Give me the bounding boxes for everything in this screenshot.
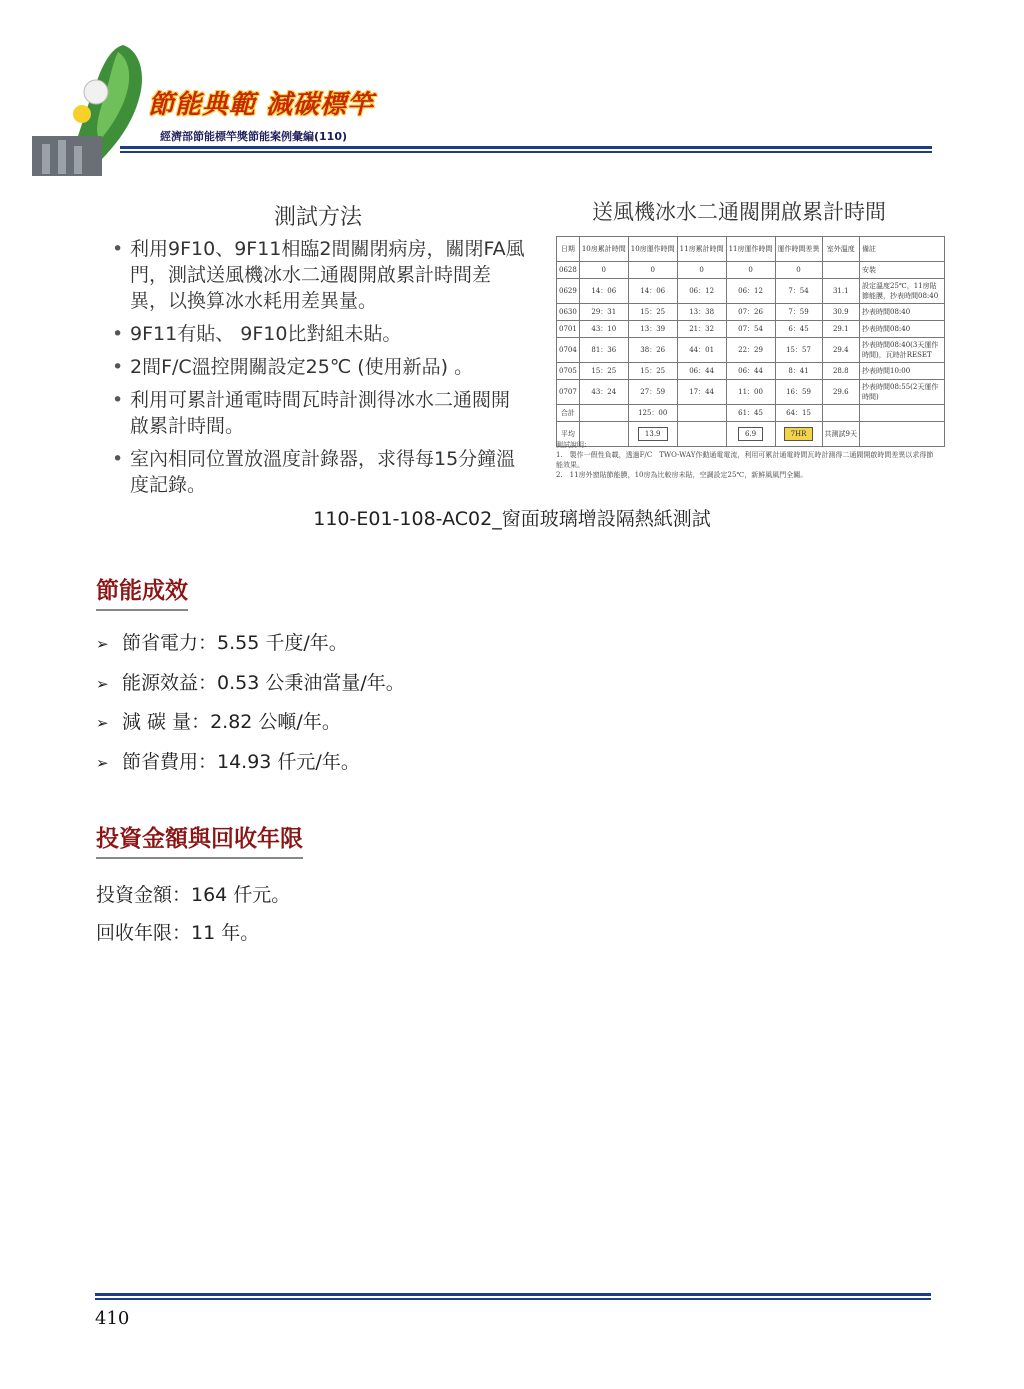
- average-10-value: 13.9: [638, 427, 668, 441]
- table-cell: 抄表時間08:40: [859, 321, 944, 338]
- method-title: 測試方法: [274, 205, 363, 230]
- table-header-cell: 10房累計時間: [579, 237, 628, 262]
- table-total-row: [557, 405, 945, 422]
- method-list: [108, 236, 528, 505]
- table-notes: [556, 440, 936, 480]
- table-cell: 14：06: [628, 279, 677, 304]
- brand-title: 節能典範 減碳標竿: [148, 90, 375, 120]
- table-header-cell: 備註: [859, 237, 944, 262]
- table-cell: 22：29: [726, 338, 775, 363]
- header-rule: [120, 151, 932, 153]
- table-cell: 0704: [557, 338, 580, 363]
- notes-title: 測試說明：: [556, 441, 591, 449]
- table-cell: 0707: [557, 380, 580, 405]
- table-cell: 21：32: [677, 321, 726, 338]
- note-item: 1. 製作一假性負載，透過F/C TWO-WAY作動通電電流，利用可累計通電時間瓦時計測得二通閥開啟時間差異以求得節能效果。: [556, 451, 934, 469]
- table-cell: 29：31: [579, 304, 628, 321]
- table-cell: 抄表時間08:55(2天運作時間): [859, 380, 944, 405]
- table-row: [557, 304, 945, 321]
- benefit-item: [96, 743, 405, 783]
- table-cell: 64：15: [775, 405, 822, 422]
- header-rule: [120, 146, 932, 149]
- table-cell: 0: [579, 262, 628, 279]
- table-cell: 43：10: [579, 321, 628, 338]
- benefit-item: [96, 664, 405, 704]
- table-cell: [859, 405, 944, 422]
- table-cell: 抄表時間08:40(3天運作時間)，瓦時計RESET: [859, 338, 944, 363]
- table-cell: 28.8: [822, 363, 859, 380]
- table-cell: 0: [628, 262, 677, 279]
- table-cell: 15：57: [775, 338, 822, 363]
- table-cell: 06：12: [677, 279, 726, 304]
- table-cell: 06：44: [677, 363, 726, 380]
- arrow-bullet-icon: ➢: [96, 674, 109, 693]
- table-cell: 抄表時間08:40: [859, 304, 944, 321]
- table-cell: 06：12: [726, 279, 775, 304]
- average-11-value: 6.9: [738, 427, 763, 441]
- table-cell: 29.4: [822, 338, 859, 363]
- table-cell: 13：39: [628, 321, 677, 338]
- table-cell: 15：25: [579, 363, 628, 380]
- table-cell: 抄表時間10:00: [859, 363, 944, 380]
- table-cell: 8：41: [775, 363, 822, 380]
- table-cell: 17：44: [677, 380, 726, 405]
- table-cell: 共測試9天: [822, 422, 859, 447]
- table-cell: 61：45: [726, 405, 775, 422]
- table-row: [557, 279, 945, 304]
- method-item: • 利用可累計通電時間瓦時計測得冰水二通閥開啟累計時間。: [108, 387, 528, 439]
- table-cell: 29.1: [822, 321, 859, 338]
- note-item: 2. 11房外窗貼節能膜，10房為比較房未貼，空調設定25℃，新鮮風風門全關。: [556, 471, 808, 479]
- table-row: [557, 338, 945, 363]
- table-cell: 13：38: [677, 304, 726, 321]
- table-cell: 16：59: [775, 380, 822, 405]
- payback-period: 回收年限：11 年。: [96, 922, 260, 944]
- table-title: 送風機冰水二通閥開啟累計時間: [592, 200, 886, 224]
- table-row: [557, 262, 945, 279]
- benefit-text: 減 碳 量：2.82 公噸/年。: [122, 711, 341, 733]
- table-cell: 125：00: [628, 405, 677, 422]
- table-cell: 0: [726, 262, 775, 279]
- table-cell: 43：24: [579, 380, 628, 405]
- method-item: • 9F11有貼、 9F10比對組未貼。: [108, 321, 528, 347]
- table-cell: 27：59: [628, 380, 677, 405]
- table-header-cell: 11房運作時間: [726, 237, 775, 262]
- table-cell: 38：26: [628, 338, 677, 363]
- table-row: [557, 380, 945, 405]
- arrow-bullet-icon: ➢: [96, 714, 109, 732]
- table-cell: 平均: [557, 422, 580, 447]
- brand-subtitle: 經濟部節能標竿獎節能案例彙編(110): [160, 130, 348, 143]
- table-header-cell: 室外溫度: [822, 237, 859, 262]
- footer-rule: [95, 1298, 931, 1300]
- table-header-cell: 日期: [557, 237, 580, 262]
- table-cell: [677, 405, 726, 422]
- table-cell: 30.9: [822, 304, 859, 321]
- method-item: • 2間F/C溫控開關設定25℃ (使用新品) 。: [108, 354, 528, 380]
- table-cell: 15：25: [628, 363, 677, 380]
- benefit-text: 節省費用：14.93 仟元/年。: [122, 750, 360, 773]
- table-cell: 0629: [557, 279, 580, 304]
- benefit-text: 節省電力：5.55 千度/年。: [122, 632, 348, 654]
- table-cell: 合計: [557, 405, 580, 422]
- page-number: 410: [95, 1308, 130, 1329]
- benefit-item: [96, 624, 405, 664]
- table-cell: [579, 405, 628, 422]
- table-cell: 07：54: [726, 321, 775, 338]
- table-cell: 0705: [557, 363, 580, 380]
- table-cell: 15：25: [628, 304, 677, 321]
- table-cell: 29.6: [822, 380, 859, 405]
- arrow-bullet-icon: ➢: [96, 635, 109, 653]
- table-cell: [822, 405, 859, 422]
- table-cell: 7：54: [775, 279, 822, 304]
- figure-caption: 110-E01-108-AC02_窗面玻璃增設隔熱紙測試: [313, 508, 711, 530]
- table-cell: 31.1: [822, 279, 859, 304]
- table-row: [557, 321, 945, 338]
- table-cell: 0630: [557, 304, 580, 321]
- table-header-cell: 運作時間差異: [775, 237, 822, 262]
- average-diff-value: 7HR: [784, 427, 814, 441]
- section-title-energy-savings: 節能成效: [96, 572, 188, 611]
- table-cell: 11：00: [726, 380, 775, 405]
- benefit-text: 能源效益：0.53 公秉油當量/年。: [122, 671, 405, 694]
- table-cell: [822, 262, 859, 279]
- table-cell: 07：26: [726, 304, 775, 321]
- table-cell: 7：59: [775, 304, 822, 321]
- table-header-cell: 10房運作時間: [628, 237, 677, 262]
- method-item: • 室內相同位置放溫度計錄器，求得每15分鐘溫度記錄。: [108, 446, 528, 498]
- table-cell: 0628: [557, 262, 580, 279]
- section-title-investment: 投資金額與回收年限: [96, 820, 303, 859]
- arrow-bullet-icon: ➢: [96, 753, 109, 772]
- table-header-cell: 11房累計時間: [677, 237, 726, 262]
- benefit-item: [96, 703, 405, 743]
- investment-amount: 投資金額：164 仟元。: [96, 884, 291, 906]
- table-cell: 0: [775, 262, 822, 279]
- table-cell: 44：01: [677, 338, 726, 363]
- benefit-list: [96, 624, 405, 782]
- table-header-row: [557, 237, 945, 262]
- table-cell: 81：36: [579, 338, 628, 363]
- table-cell: 06：44: [726, 363, 775, 380]
- table-cell: 0701: [557, 321, 580, 338]
- table-cell: 安裝: [859, 262, 944, 279]
- table-cell: 設定溫度25℃，11房貼節能膜，抄表時間08:40: [859, 279, 944, 304]
- table-row: [557, 363, 945, 380]
- footer-rule: [95, 1293, 931, 1296]
- table-cell: 14：06: [579, 279, 628, 304]
- method-item: • 利用9F10、9F11相臨2間關閉病房，關閉FA風門，測試送風機冰水二通閥開啟累計時間差異，以換算冰水耗用差異量。: [108, 236, 528, 314]
- valve-time-table: [556, 236, 945, 447]
- table-cell: 0: [677, 262, 726, 279]
- table-cell: 6：45: [775, 321, 822, 338]
